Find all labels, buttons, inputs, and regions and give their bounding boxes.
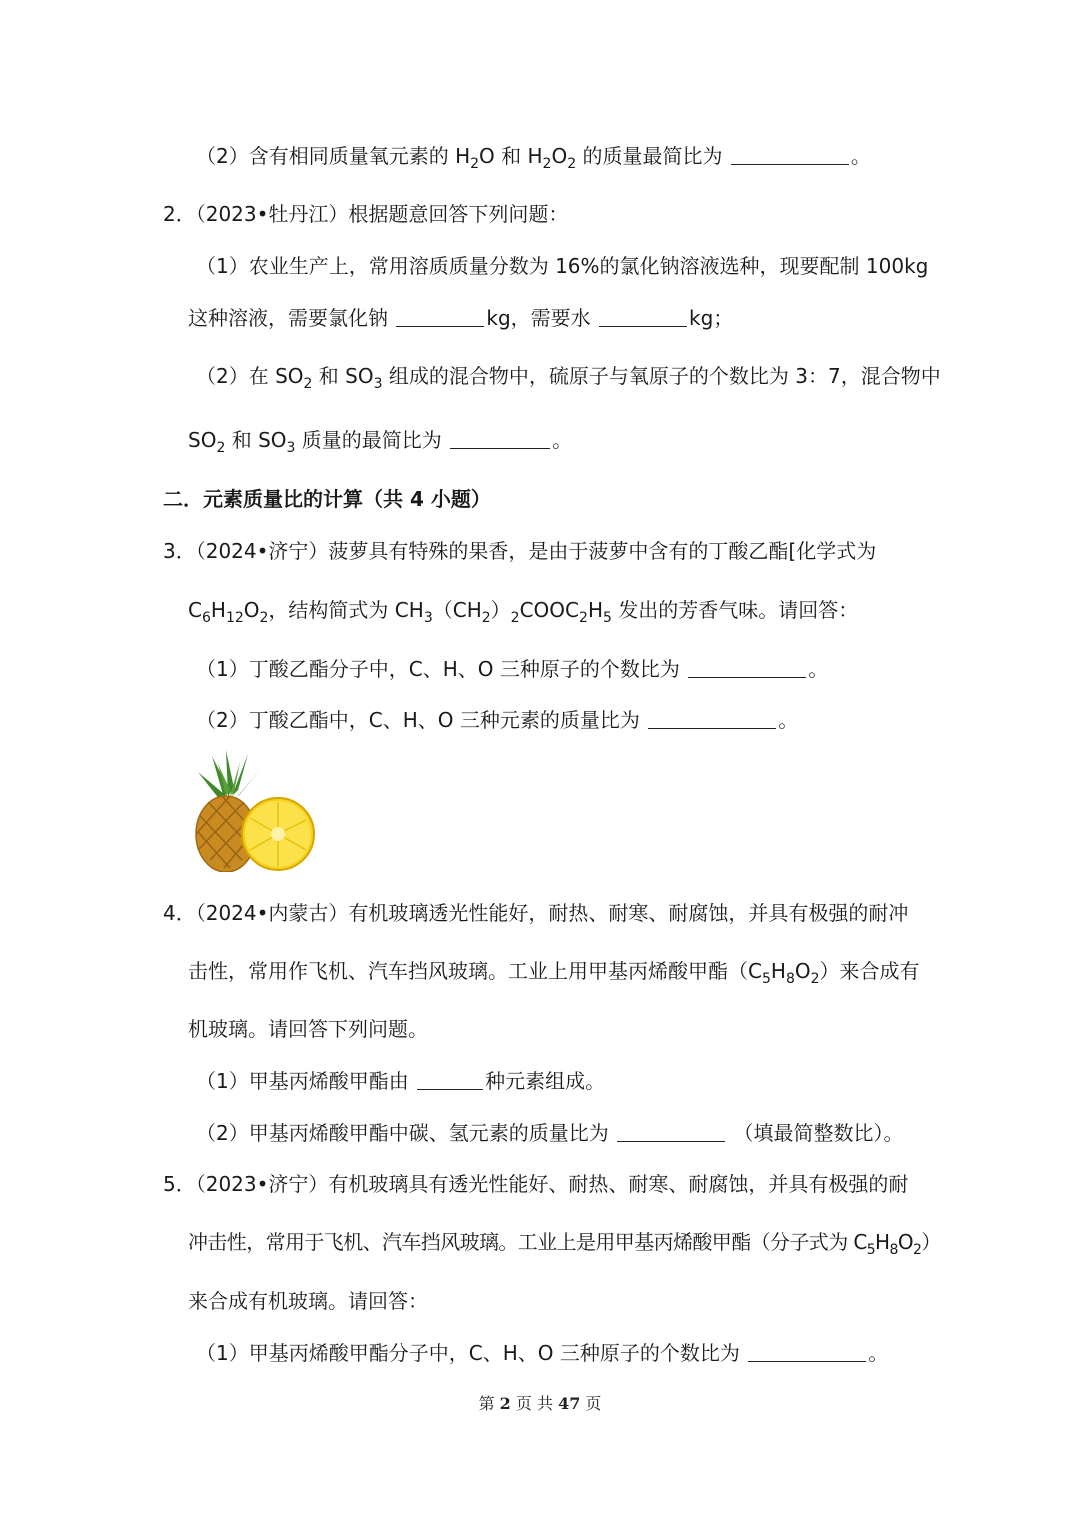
answer-blank[interactable] [417,1069,483,1090]
q5-header: 5．（2023•济宁）有机玻璃具有透光性能好、耐热、耐寒、耐腐蚀，并具有极强的耐 [163,1172,909,1196]
q5-line2 [188,1228,941,1256]
q4-s1: 5 [761,971,771,987]
q2p2l2-text-a: SO [188,428,217,452]
q2-part2-line2 [188,426,572,454]
q1p2-text-a: （2）含有相同质量氧元素的 H [196,144,471,168]
page-footer [0,1392,1080,1416]
q4p1-text-b: 种元素组成。 [485,1069,606,1093]
q3p1-text: （1）丁酸乙酯分子中，C、H、O 三种原子的个数比为 [196,657,680,681]
q3-s2: 12 [225,610,244,626]
q3-t-a: C [188,598,202,622]
answer-blank[interactable] [748,1341,866,1362]
q5-t-a: 冲击性，常用于飞机、汽车挡风玻璃。工业上是用甲基丙烯酸甲酯（分子式为 C [188,1230,867,1254]
q1p2-text-b: O 和 H [479,144,543,168]
q5-t-c: O [897,1230,913,1254]
q3-s1: 6 [201,610,211,626]
q5-line3: 来合成有机玻璃。请回答： [188,1289,428,1313]
q3-t-i: 发出的芳香气味。请回答： [611,598,859,622]
q2-part2-line1 [196,362,941,390]
page-number: 2 [499,1394,511,1413]
q2-header: 2．（2023•牡丹江）根据题意回答下列问题： [163,202,569,226]
q3-t-b: H [210,598,226,622]
q1p2-sub3: 2 [567,156,577,172]
q3-t-d: ，结构简式为 CH [268,598,424,622]
q4-s3: 2 [810,971,820,987]
q2p2l2-text-b: 和 SO [225,428,287,452]
q2p2-sub2: 3 [373,376,383,392]
answer-blank-water[interactable] [599,306,687,327]
q1p2-text-c: O [551,144,568,168]
answer-blank[interactable] [617,1121,725,1142]
q5p1-text: （1）甲基丙烯酸甲酯分子中，C、H、O 三种原子的个数比为 [196,1341,740,1365]
q3p2-text: （2）丁酸乙酯中，C、H、O 三种元素的质量比为 [196,708,640,732]
answer-blank[interactable] [688,657,806,678]
q1p2-sub1: 2 [470,156,480,172]
q4-line2 [188,957,920,985]
q3-t-e: （CH [432,598,482,622]
q3-part2 [196,706,798,734]
answer-blank-sodium-chloride[interactable] [396,306,484,327]
q3-s6: 2 [510,610,520,626]
q5-s3: 2 [912,1242,922,1258]
q3-t-c: O [243,598,260,622]
q5-s2: 8 [889,1242,898,1258]
footer-pre: 第 [478,1394,500,1413]
answer-blank[interactable] [648,708,776,729]
q3-t-g: COOC [519,598,580,622]
q2p2l2-sub2: 3 [286,440,296,456]
q5-s1: 5 [866,1242,876,1258]
q2p2-sub1: 2 [303,376,313,392]
q3-s8: 5 [602,610,612,626]
pineapple-image [190,750,320,872]
q4-t-a: 击性，常用作飞机、汽车挡风玻璃。工业上用甲基丙烯酸甲酯（C [188,959,762,983]
q3-s5: 2 [481,610,491,626]
q4-t-c: O [794,959,811,983]
q4-line3: 机玻璃。请回答下列问题。 [188,1017,428,1041]
footer-post: 页 [580,1394,602,1413]
footer-mid: 页 共 [510,1394,559,1413]
q2p1-text-b: kg，需要水 [486,306,591,330]
q2p2-text-b: 和 SO [312,364,374,388]
q4p1-text-a: （1）甲基丙烯酸甲酯由 [196,1069,409,1093]
answer-blank[interactable] [450,428,550,449]
q3p2-end: 。 [778,708,799,732]
q4-s2: 8 [785,971,795,987]
q2-part1-line1: （1）农业生产上，常用溶质质量分数为 16%的氯化钠溶液选种，现要配制 100kg [196,254,929,278]
q5p1-end: 。 [868,1341,889,1365]
q3-header: 3．（2024•济宁）菠萝具有特殊的果香，是由于菠萝中含有的丁酸乙酯[化学式为 [163,539,877,563]
answer-blank[interactable] [731,144,849,165]
q4-header: 4．（2024•内蒙古）有机玻璃透光性能好，耐热、耐寒、耐腐蚀，并具有极强的耐冲 [163,901,909,925]
q2p2-text-c: 组成的混合物中，硫原子与氧原子的个数比为 3：7，混合物中 [382,364,941,388]
pineapple-leaves [198,750,260,800]
q2-part1-line2 [188,304,733,332]
q5-t-b: H [875,1230,890,1254]
q2p2l2-sub1: 2 [216,440,226,456]
q3-part1 [196,655,828,683]
q3-t-f: ） [490,598,511,622]
q3-t-h: H [587,598,603,622]
q3p1-end: 。 [808,657,829,681]
q2p2l2-end: 。 [552,428,573,452]
q4p2-text-a: （2）甲基丙烯酸甲酯中碳、氢元素的质量比为 [196,1121,609,1145]
q2p1-text-a: 这种溶液，需要氯化钠 [188,306,388,330]
q2p2l2-text-c: 质量的最简比为 [295,428,442,452]
q4-part1 [196,1067,605,1095]
q5-t-d: ） [921,1230,941,1254]
q4-t-b: H [770,959,786,983]
q1p2-sub2: 2 [542,156,552,172]
q3-line2 [188,596,858,624]
q2p2-text-a: （2）在 SO [196,364,304,388]
q5-part1 [196,1339,888,1367]
q3-s4: 3 [423,610,433,626]
q1p2-text-d: 的质量最简比为 [576,144,723,168]
q3-s7: 2 [579,610,588,626]
q3-s3: 2 [259,610,269,626]
q4p2-text-b: （填最简整数比）。 [733,1121,904,1145]
q4-t-d: ）来合成有 [819,959,920,983]
q2p1-text-c: kg； [689,306,734,330]
page-total: 47 [558,1394,581,1413]
section-title: 二．元素质量比的计算（共 4 小题） [163,487,491,511]
q1p2-end: 。 [850,144,871,168]
q1-part2 [196,142,871,170]
q4-part2 [196,1119,903,1147]
